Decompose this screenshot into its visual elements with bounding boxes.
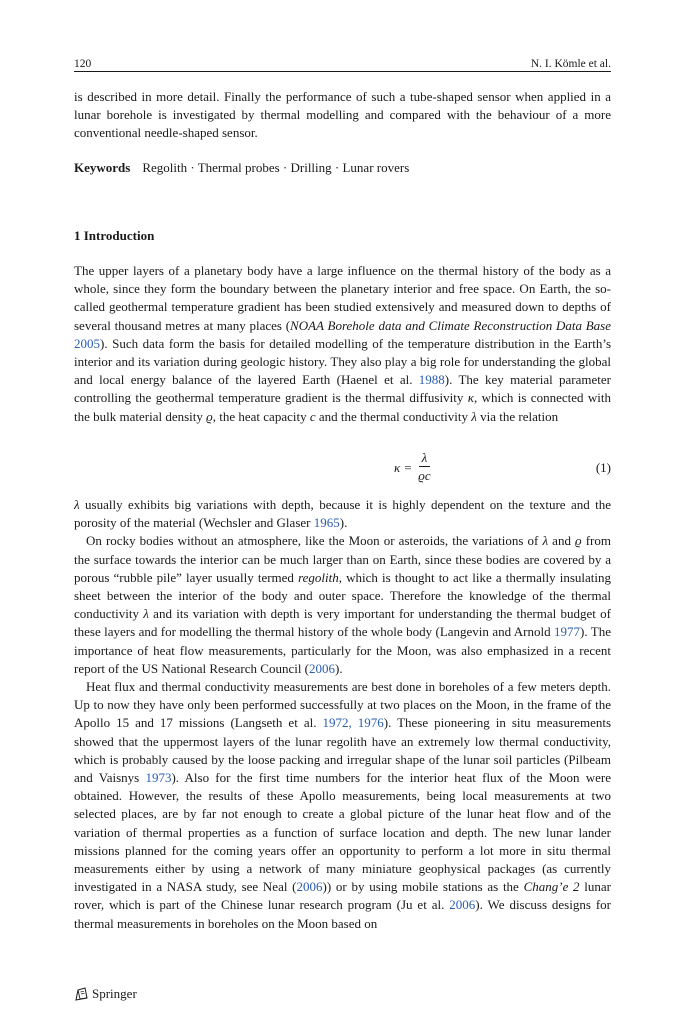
running-header bbox=[74, 52, 611, 70]
p4-text: )) or by using mobile stations as the bbox=[322, 879, 524, 895]
p1-text: and the thermal conductivity bbox=[315, 408, 472, 424]
p1-text: , the heat capacity bbox=[212, 408, 310, 424]
symbol-rho: ϱ bbox=[575, 533, 582, 549]
p1-text: ). Such data form the basis for detailed modelling of the temperature distribution in the Earth’s interior and its variation during geologic history. They also play a big role for understanding the global and local energy balance of the layered Earth (Haenel et al. bbox=[74, 335, 611, 388]
equation-number: (1) bbox=[595, 460, 611, 475]
intro-paragraph-block bbox=[74, 88, 611, 143]
publisher-name: Springer bbox=[92, 986, 137, 1001]
term-regolith: regolith bbox=[298, 569, 339, 585]
running-authors: N. I. Kömle et al. bbox=[530, 58, 611, 70]
citation-link[interactable]: 2005 bbox=[74, 335, 100, 351]
p3-text: ). bbox=[335, 660, 343, 676]
symbol-c: c bbox=[309, 408, 316, 424]
citation-link[interactable]: 1973 bbox=[145, 770, 172, 786]
p3-text: ). The importance of heat flow measurements, particularly for the Moon, was also emphasized in a recent report of the US National Research Council ( bbox=[74, 624, 611, 676]
citation-link[interactable]: 2006 bbox=[449, 897, 476, 913]
p3-text: and bbox=[548, 533, 576, 549]
footer bbox=[74, 986, 137, 1002]
p4-text: ). These pioneering in situ measurements showed that the uppermost layers of the lunar regolith have an extremely low thermal conductivity, which is probably caused by the loose packing and irregular shape of the lunar soil particles (Pilbeam and Vaisnys bbox=[74, 715, 612, 786]
equation-lhs: κ = bbox=[394, 459, 413, 475]
p2-text: usually exhibits big variations with depth, because it is highly dependent on the texture and the porosity of the material (Wechsler and Glaser bbox=[74, 497, 611, 531]
p4-text: lunar rover, which is part of the Chinese lunar research program (Ju et al. bbox=[74, 879, 612, 913]
p3-text: and its variation with depth is very important for understanding the thermal budget of these layers and for modelling the thermal history of the whole body (Langevin and Arnold bbox=[74, 606, 611, 640]
symbol-rho: ϱ bbox=[206, 408, 213, 424]
p1-text: , which is connected with the bulk material density bbox=[74, 390, 611, 424]
citation-link[interactable]: 1965 bbox=[313, 515, 340, 531]
p2-text: ). bbox=[339, 515, 348, 531]
term-change-2: Chang’e 2 bbox=[523, 879, 580, 895]
keywords-text: Regolith · Thermal probes · Drilling · Lunar rovers bbox=[142, 160, 410, 175]
equation-1 bbox=[74, 450, 611, 490]
page-number: 120 bbox=[74, 58, 92, 70]
symbol-kappa: κ bbox=[467, 390, 474, 406]
p1-text: via the relation bbox=[476, 408, 559, 424]
citation-link[interactable]: 2006 bbox=[309, 660, 336, 676]
paragraph-1 bbox=[74, 262, 611, 426]
symbol-lambda: λ bbox=[74, 497, 80, 512]
p4-text: ). We discuss designs for thermal measurements in boreholes on the Moon based on bbox=[74, 897, 611, 931]
paragraph-3 bbox=[74, 532, 611, 678]
equation-expression bbox=[394, 450, 431, 485]
p1-text: ). The key material parameter controlling the geothermal temperature gradient is the thermal diffusivity bbox=[74, 372, 611, 406]
p4-text: Heat flux and thermal conductivity measurements are best done in boreholes of a few meters depth. Up to now they have only been performed successfully at two places on the Moon, in the frame of the Apollo 15 and 17 missions (Langseth et al. bbox=[74, 679, 611, 731]
keywords-line bbox=[74, 160, 409, 176]
citation-link[interactable]: 1977 bbox=[554, 624, 581, 640]
introduction-paragraphs-block bbox=[74, 496, 611, 933]
p4-text: ). Also for the first time numbers for the interior heat flux of the Moon were obtained. However, the results of these Apollo measurements, being local measurements at two selected places, are by far not enough to create a global picture of the lunar heat flow and of the variation of thermal properties as a function of surface location and depth. The new lunar lander missions planned for the coming years offer an opportunity to perform a lot more in situ thermal measurements either by using a network of many miniature geophysical packages (as currently investigated in a NASA study, see Neal ( bbox=[74, 770, 612, 895]
p1-citation-title: NOAA Borehole data and Climate Reconstruction Data Base bbox=[290, 317, 611, 333]
section-title: 1 Introduction bbox=[74, 228, 155, 243]
introduction-paragraph-1-block bbox=[74, 262, 611, 426]
symbol-lambda: λ bbox=[542, 533, 549, 549]
p3-text: On rocky bodies without an atmosphere, like the Moon or asteroids, the variations of bbox=[86, 533, 543, 549]
citation-link[interactable]: 2006 bbox=[296, 879, 323, 895]
symbol-lambda: λ bbox=[471, 408, 477, 424]
keywords-label: Keywords bbox=[74, 160, 131, 175]
equation-denominator: ϱc bbox=[418, 468, 431, 483]
intro-paragraph: is described in more detail. Finally the performance of such a tube-shaped sensor when applied in a lunar borehole is investigated by thermal modelling and compared with the behaviour of a more conventional needle-shaped sensor. bbox=[74, 89, 611, 141]
symbol-lambda: λ bbox=[143, 606, 149, 622]
citation-link[interactable]: 1972, 1976 bbox=[322, 715, 384, 731]
paragraph-4 bbox=[74, 678, 611, 933]
equation-numerator: λ bbox=[419, 450, 431, 467]
p3-text: from the surface towards the interior can be much larger than on Earth, since these bodies are covered by a porous “rubble pile” layer usually termed bbox=[74, 533, 611, 585]
equation-fraction bbox=[418, 450, 430, 485]
header-rule bbox=[74, 71, 611, 72]
citation-link[interactable]: 1988 bbox=[418, 372, 445, 388]
paragraph-2 bbox=[74, 496, 611, 532]
p3-text: , which is thought to act like a thermally insulating sheet between the interior of the body and outer space. Therefore the knowledge of the thermal conductivity bbox=[74, 569, 611, 622]
springer-logo-icon bbox=[74, 987, 89, 1002]
p1-text: The upper layers of a planetary body have a large influence on the thermal history of the body as a whole, since they form the boundary between the planetary interior and free space. On Earth, the so-called geothermal temperature gradient has been studied extensively and measured down to depths of several thousand metres at many places ( bbox=[74, 263, 611, 333]
